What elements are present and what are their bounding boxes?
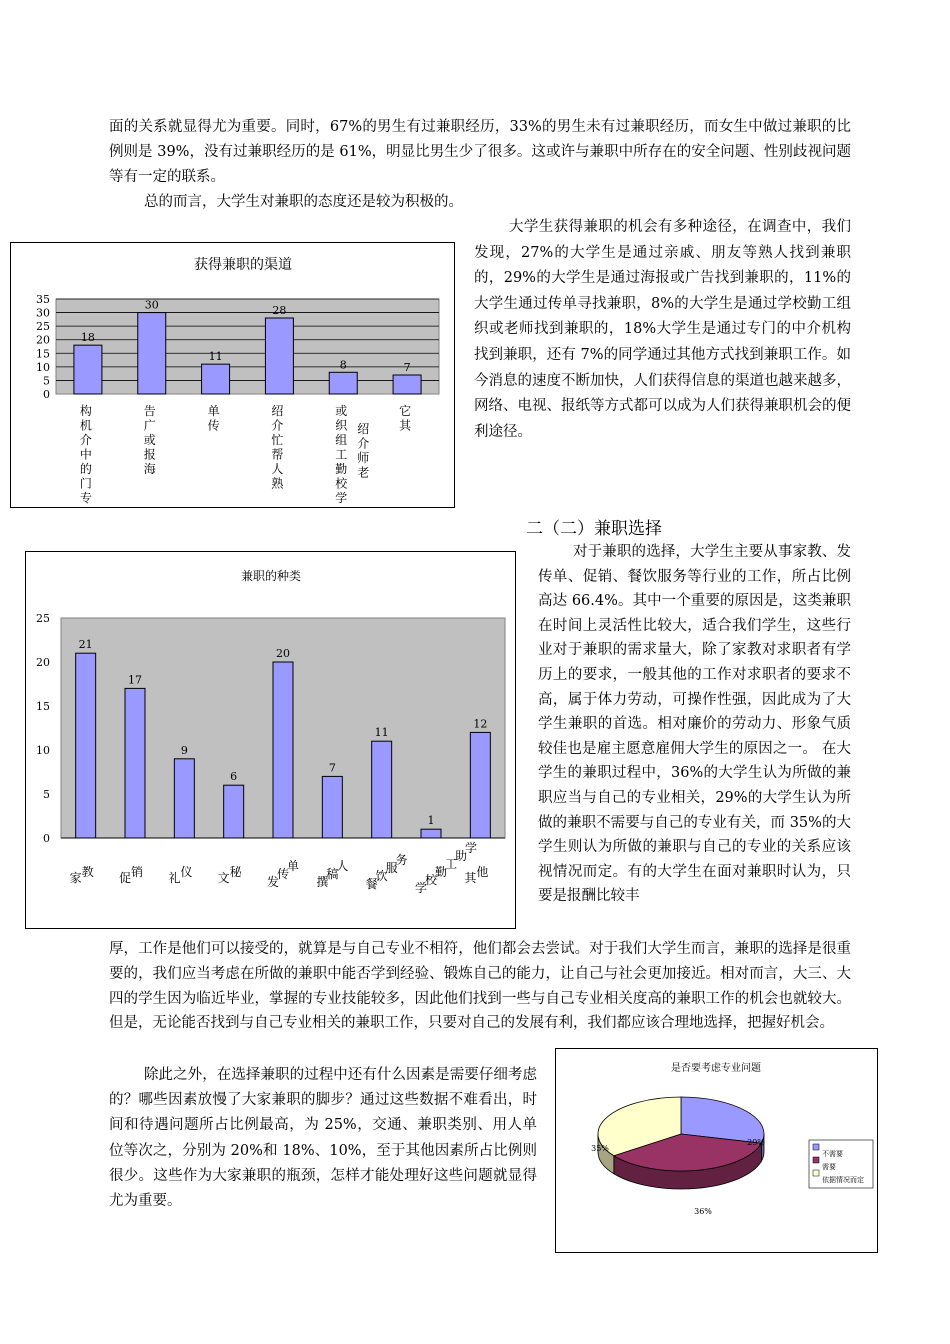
pie-legend-swatch xyxy=(813,1144,819,1150)
chart-job-types xyxy=(25,551,516,929)
chart-channels-category-label: 它其 xyxy=(399,404,412,433)
section-heading: 二（二）兼职选择 xyxy=(526,519,662,539)
chart-job-types-value-label: 20 xyxy=(276,647,290,660)
chart-channels-value-label: 8 xyxy=(339,358,347,372)
chart-channels-bar xyxy=(393,375,421,394)
chart-channels-category-label: 构机介中的门专 xyxy=(79,404,92,505)
chart-job-types-category-label: 撰稿人 xyxy=(316,859,349,889)
chart-job-types-category-label: 礼仪 xyxy=(168,865,193,885)
chart-channels-value-label: 7 xyxy=(403,361,411,374)
chart-channels-category-label: 绍介忙帮人熟 xyxy=(271,404,284,491)
chart-job-types-ytick: 20 xyxy=(36,656,50,669)
chart-channels-category-label: 告广或报海 xyxy=(143,404,156,476)
chart-channels-bar xyxy=(202,364,230,394)
chart-job-types-ytick: 15 xyxy=(36,700,50,713)
chart-job-types-category-label: 餐饮服务 xyxy=(365,853,408,891)
chart-job-types-bar xyxy=(322,776,342,838)
chart-major-relevance-svg xyxy=(556,1049,877,1252)
chart-job-types-value-label: 11 xyxy=(374,726,389,740)
chart-channels-bar xyxy=(138,313,166,394)
chart-channels-ytick: 5 xyxy=(43,374,50,388)
chart-channels-category-label: 或织组工勤校学 xyxy=(335,404,348,505)
pie-percent-label: 36% xyxy=(694,1207,712,1216)
paragraph-choice: 对于兼职的选择，大学生主要从事家教、发传单、促销、餐饮服务等行业的工作，所占比例高达 66.4%。其中一个重要的原因是，这类兼职在时间上灵活性比较大，适合我们学生，这些行业对于兼职的需求量大，除了家教对求职者有学历上的要求，一般其他的工作对求职者的要求不高，属于体力劳动，可操作性强，因此成为了大学生兼职的首选。相对廉价的劳动力、形象气质较佳也是雇主愿意雇佣大学生的原因之一。 在大学生的兼职过程中，36%的大学生认为所做的兼职应当与自己的专业相关，29%的大学生认为所做的兼职不需要与自己的专业有关，而 35%的大学生则认为所做的兼职与自己的专业的关系应该视情况而定。有的大学生在面对兼职时认为，只要是报酬比较丰 xyxy=(538,544,851,905)
pie-legend-swatch xyxy=(813,1170,819,1176)
chart-channels-svg xyxy=(11,243,454,507)
chart-job-types-category-label: 发传单 xyxy=(267,859,300,889)
chart-job-types-value-label: 12 xyxy=(473,717,488,731)
chart-channels-value-label: 28 xyxy=(272,304,287,317)
chart-channels-bar xyxy=(74,345,102,394)
paragraph-attitude: 总的而言，大学生对兼职的态度还是较为积极的。 xyxy=(144,194,463,210)
chart-job-types-bar xyxy=(421,829,441,838)
chart-channels-category-label-extra: 绍介师老 xyxy=(357,422,370,480)
chart-job-types-bar xyxy=(125,688,145,838)
chart-job-types-ytick: 10 xyxy=(36,744,50,757)
chart-job-types-value-label: 17 xyxy=(128,673,142,687)
pie-legend-swatch xyxy=(813,1157,819,1163)
chart-job-types-title: 兼职的种类 xyxy=(240,569,302,583)
pie-legend-label: 需要 xyxy=(822,1163,836,1171)
chart-job-types-bar xyxy=(76,653,96,838)
pie-percent-label: 29% xyxy=(747,1138,765,1147)
chart-job-types-svg xyxy=(26,552,515,928)
pie-legend-label: 依据情况而定 xyxy=(822,1176,864,1184)
chart-job-types-bar xyxy=(224,785,244,838)
chart-job-types-ytick: 25 xyxy=(36,612,50,625)
chart-channels-ytick: 20 xyxy=(36,333,50,347)
paragraph-major: 厚，工作是他们可以接受的，就算是与自己专业不相符，他们都会去尝试。对于我们大学生而言，兼职的选择是很重要的，我们应当考虑在所做的兼职中能否学到经验、锻炼自己的能力，让自己与社会更加接近。相对而言，大三、大四的学生因为临近毕业，掌握的专业技能较多，因此他们找到一些与自己专业相关度高的兼职工作的机会也就较大。但是，无论能否找到与自己专业相关的兼职工作，只要对自己的发展有利，我们都应该合理地选择，把握好机会。 xyxy=(109,941,851,1032)
chart-channels-ytick: 30 xyxy=(36,306,50,320)
chart-channels-ytick: 25 xyxy=(36,320,50,334)
pie-legend-label: 不需要 xyxy=(822,1150,843,1158)
chart-channels-ytick: 10 xyxy=(36,360,50,374)
chart-channels xyxy=(10,242,455,508)
chart-job-types-bar xyxy=(174,759,194,838)
chart-channels-bar xyxy=(265,318,293,394)
chart-job-types-value-label: 21 xyxy=(78,638,93,652)
chart-channels-bar xyxy=(329,372,357,394)
chart-channels-ytick: 0 xyxy=(43,388,50,401)
chart-job-types-category-label: 文秘 xyxy=(217,865,242,885)
chart-channels-value-label: 18 xyxy=(80,331,95,345)
chart-job-types-ytick: 0 xyxy=(43,832,50,845)
chart-channels-ytick: 15 xyxy=(36,347,50,361)
paragraph-gender: 面的关系就显得尤为重要。同时，67%的男生有过兼职经历，33%的男生未有过兼职经历，而女生中做过兼职的比例则是 39%，没有过兼职经历的是 61%，明显比男生少了很多。这或许与兼职中所存在的安全问题、性别歧视问题等有一定的联系。 xyxy=(109,119,851,185)
paragraph-factors: 除此之外，在选择兼职的过程中还有什么因素是需要仔细考虑的？哪些因素放慢了大家兼职的脚步？通过这些数据不难看出，时间和待遇问题所占比例最高，为 25%，交通、兼职类别、用人单位等次之，分别为 20%和 18%、10%，至于其他因素所占比例则很少。这些作为大家兼职的瓶颈，怎样才能处理好这些问题就显得尤为重要。 xyxy=(109,1067,537,1210)
chart-major-relevance xyxy=(555,1048,878,1253)
chart-channels-value-label: 30 xyxy=(144,298,159,312)
paragraph-channels: 大学生获得兼职的机会有多种途径，在调查中，我们发现，27%的大学生是通过亲戚、朋友等熟人找到兼职的，29%的大学生是通过海报或广告找到兼职的，11%的大学生通过传单寻找兼职，8%的大学生是通过学校勤工组织或老师找到兼职的，18%大学生是通过专门的中介机构找到兼职，还有 7%的同学通过其他方式找到兼职工作。如今消息的速度不断加快，人们获得信息的渠道也越来越多，网络、电视、报纸等方式都可以成为人们获得兼职机会的便利途径。 xyxy=(474,219,851,440)
chart-job-types-value-label: 7 xyxy=(328,761,336,775)
chart-channels-value-label: 11 xyxy=(208,350,223,364)
chart-job-types-bar xyxy=(470,732,490,838)
chart-job-types-bar xyxy=(273,662,293,838)
chart-job-types-category-label: 其他 xyxy=(464,865,489,885)
chart-job-types-bar xyxy=(372,741,392,838)
chart-job-types-ytick: 5 xyxy=(43,788,50,801)
chart-job-types-category-label: 促销 xyxy=(119,865,144,885)
pie-percent-label: 35% xyxy=(591,1144,609,1153)
chart-major-relevance-title: 是否要考虑专业问题 xyxy=(671,1063,761,1074)
chart-job-types-value-label: 1 xyxy=(427,814,435,828)
chart-job-types-value-label: 6 xyxy=(230,770,238,784)
chart-job-types-category-label: 学校勤工助学 xyxy=(415,841,478,895)
chart-job-types-category-label: 家教 xyxy=(69,865,94,885)
chart-channels-plot-area xyxy=(56,299,439,394)
chart-channels-title: 获得兼职的渠道 xyxy=(194,257,292,273)
chart-channels-ytick: 35 xyxy=(36,293,50,306)
chart-job-types-value-label: 9 xyxy=(180,743,188,757)
chart-channels-category-label: 单传 xyxy=(207,404,220,433)
